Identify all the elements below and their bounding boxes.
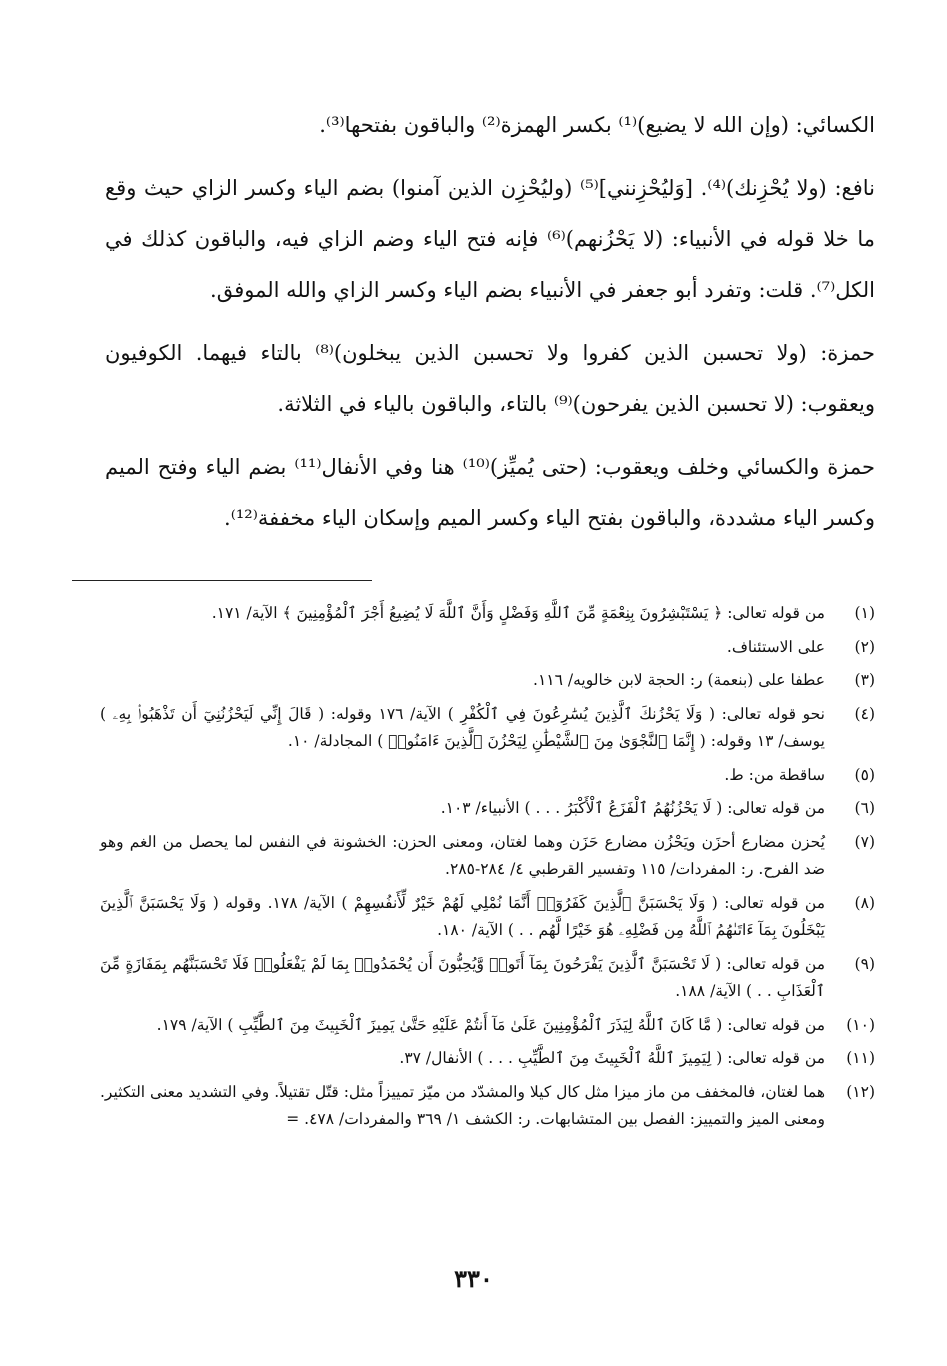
footnote	[100, 762, 875, 790]
footnote	[100, 1079, 875, 1134]
footnote	[100, 600, 875, 628]
footnote-text: نحو قوله تعالى: ( وَلَا يَحْزُنكَ ٱلَّذِينَ يُسَٰرِعُونَ فِي ٱلْكُفْرِ ) الآية/ ١٧٦ وقوله: ( قَالَ إِنِّي لَيَحْزُنُنِيٓ أَن تَذْهَبُوا۟ بِهِۦ ) يوسف/ ١٣ وقوله: ( إِنَّمَا ٱلنَّجْوَىٰ مِنَ ٱلشَّيْطَٰنِ لِيَحْزُنَ ٱلَّذِينَ ءَامَنُوا۟ ) المجادلة/ ١٠.	[100, 704, 825, 750]
footnote-number: (٢)	[854, 637, 875, 656]
footnote-number: (٥)	[854, 765, 875, 784]
footnote-number: (٦)	[854, 799, 875, 817]
footnote-text: يُحزن مضارع أحزَن ويَحْزُن مضارع حَزَن وهما لغتان، ومعنى الحزن: الخشونة في النفس لما يحصل من الغم وهو ضد الفرح. ر: المفردات/ ١١٥ وتفسير القرطبي ٤/ ٢٨٤-٢٨٥.	[100, 832, 825, 878]
footnote-text: من قوله تعالى: ( لِيَمِيزَ ٱللَّهُ ٱلْخَبِيثَ مِنَ ٱلطَّيِّبِ . . . ) الأنفال/ ٣٧.	[399, 1049, 825, 1067]
footnote-text: عطفا على (بنعمة) ر: الحجة لابن خالويه/ ١١٦.	[533, 671, 825, 689]
footnote-number: (٨)	[854, 893, 875, 912]
footnote	[100, 634, 875, 662]
footnote	[100, 890, 875, 945]
footnote-number: (٣)	[854, 671, 875, 689]
footnote-number: (١٢)	[846, 1082, 875, 1101]
footnote-text: ساقطة من: ط.	[724, 765, 825, 784]
footnote-text: من قوله تعالى: ﴿ يَسْتَبْشِرُونَ بِنِعْمَةٍ مِّنَ ٱللَّهِ وَفَضْلٍ وَأَنَّ ٱللَّهَ لَا يُضِيعُ أَجْرَ ٱلْمُؤْمِنِينَ ﴾ الآية/ ١٧١.	[211, 604, 825, 622]
footnote	[100, 1012, 875, 1040]
footnote-number: (١٠)	[846, 1015, 875, 1034]
footnote-text: هما لغتان، فالمخفف من ماز ميزا مثل كال كيلا والمشدّد من ميّز تمييزاً مثل: قتّل تقتيلاً. وفي التشديد معنى التكثير. ومعنى الميز والتمييز: الفصل بين المتشابهات. ر: الكشف ١/ ٣٦٩ والمفردات/ ٤٧٨. =	[100, 1082, 825, 1128]
footnote-number: (٩)	[854, 954, 875, 973]
footnote-text: على الاستئناف.	[726, 637, 825, 656]
paragraph-hamza: حمزة: (ولا تحسبن الذين كفروا ولا تحسبن الذين يبخلون)⁽⁸⁾ بالتاء فيهما. الكوفيون ويعقوب: (لا تحسبن الذين يفرحون)⁽⁹⁾ بالتاء، والباقون بالياء في الثلاثة.	[105, 341, 876, 416]
paragraph-hamza-kisai: حمزة والكسائي وخلف ويعقوب: (حتى يُميِّز)⁽¹⁰⁾ هنا وفي الأنفال⁽¹¹⁾ بضم الياء وفتح الميم وكسر الياء مشددة، والباقون بفتح الياء وكسر الميم وإسكان الياء مخففة⁽¹²⁾.	[105, 455, 875, 530]
footnote-text: من قوله تعالى: ( مَّا كَانَ ٱللَّهُ لِيَذَرَ ٱلْمُؤْمِنِينَ عَلَىٰ مَآ أَنتُمْ عَلَيْهِ حَتَّىٰ يَمِيزَ ٱلْخَبِيثَ مِنَ ٱلطَّيِّبِ ) الآية/ ١٧٩.	[156, 1015, 825, 1034]
footnote-number: (١١)	[846, 1049, 875, 1067]
footnote	[100, 951, 875, 1006]
footnote-number: (١)	[854, 604, 875, 622]
footnote	[100, 795, 875, 823]
footnote-divider	[72, 580, 372, 581]
footnote-text: من قوله تعالى: ( لَا يَحْزُنُهُمُ ٱلْفَزَعُ ٱلْأَكْبَرُ . . . ) الأنبياء/ ١٠٣.	[440, 799, 825, 817]
footnote-text: من قوله تعالى: ( وَلَا يَحْسَبَنَّ ٱلَّذِينَ كَفَرُوٓا۟ أَنَّمَا نُمْلِي لَهُمْ خَيْرٌ لِّأَنفُسِهِمْ ) الآية/ ١٧٨. وقوله ( وَلَا يَحْسَبَنَّ ٱلَّذِينَ يَبْخَلُونَ بِمَآ ءَاتَىٰهُمُ ٱللَّهُ مِن فَضْلِهِۦ هُوَ خَيْرًا لَّهُم . . ) الآية/ ١٨٠.	[100, 893, 825, 939]
footnote	[100, 829, 875, 884]
footnote-text: من قوله تعالى: ( لَا تَحْسَبَنَّ ٱلَّذِينَ يَفْرَحُونَ بِمَآ أَتَوا۟ وَّيُحِبُّونَ أَن يُحْمَدُوا۟ بِمَا لَمْ يَفْعَلُوا۟ فَلَا تَحْسَبَنَّهُم بِمَفَازَةٍ مِّنَ ٱلْعَذَابِ . . ) الآية/ ١٨٨.	[100, 954, 825, 1000]
footnotes	[100, 600, 875, 1140]
main-text	[105, 100, 875, 556]
footnote	[100, 701, 875, 756]
footnote	[100, 667, 875, 695]
paragraph-kisai: الكسائي: (وإن الله لا يضيع)⁽¹⁾ بكسر الهمزة⁽²⁾ والباقون بفتحها⁽³⁾.	[319, 113, 875, 137]
page-number: ٣٣٠	[454, 1264, 493, 1293]
footnote-number: (٧)	[854, 832, 875, 851]
footnote	[100, 1045, 875, 1073]
footnote-number: (٤)	[854, 704, 875, 723]
paragraph-nafi: نافع: (ولا يُحْزِنك)⁽⁴⁾. [وَليُحْزِنني]⁽⁵⁾ (وليُحْزِن الذين آمنوا) بضم الياء وكسر الزاي حيث وقع ما خلا قوله في الأنبياء: (لا يَحْزُنهم)⁽⁶⁾ فإنه فتح الياء وضم الزاي فيه، والباقون كذلك في الكل⁽⁷⁾. قلت: وتفرد أبو جعفر في الأنبياء بضم الياء وكسر الزاي والله الموفق.	[105, 176, 875, 302]
